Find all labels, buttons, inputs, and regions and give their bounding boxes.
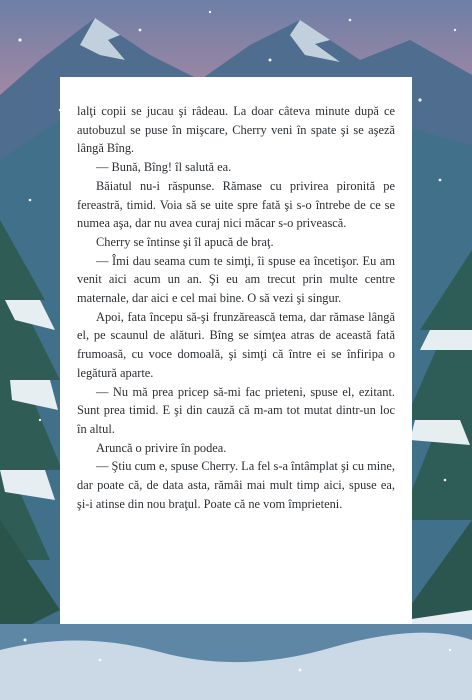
book-page bbox=[60, 77, 412, 624]
paragraph-8: Aruncă o privire în podea. bbox=[96, 440, 227, 455]
paragraph-9: — Ştiu cum e, spuse Cherry. La fel s-a întâmplat şi cu mine, dar poate că, de data asta, rămâi mai mult timp aici, spuse ea, şi-i atinse din nou braţul. Poate că ne vom împrieteni. bbox=[77, 459, 395, 511]
paragraph-3: Băiatul nu-i răspunse. Rămase cu privirea pironită pe fereastră, timid. Voia să se uite spre fată şi s-o întrebe de ce se numea aşa, dar nu avea curaj nici măcar s-o privească. bbox=[77, 178, 395, 231]
paragraph-5: — Îmi dau seama cum te simţi, îi spuse ea încetişor. Eu am venit aici acum un an. Şi eu am trecut prin multe centre maternale, dar aici e cel mai bine. O să vezi şi singur. bbox=[77, 253, 395, 306]
paragraph-1: lalţi copii se jucau şi râdeau. La doar câteva minute după ce autobuzul se puse în mişcare, Cherry veni în spate şi se aşeză lângă Bîng. bbox=[77, 104, 395, 156]
paragraph-6: Apoi, fata începu să-şi frunzărească tema, dar rămase lângă el, pe scaunul de alături. Bîng se simţea atras de această fată frumoasă, cu voce domoală, şi simţi că între ei se înfiripa o legătură aparte. bbox=[77, 309, 395, 380]
paragraph-2: — Bună, Bîng! îl salută ea. bbox=[96, 160, 232, 175]
paragraph-4: Cherry se întinse şi îl apucă de braţ. bbox=[96, 234, 274, 249]
paragraph-7: — Nu mă prea pricep să-mi fac prieteni, spuse el, ezitant. Sunt prea timid. E şi din cauză că m-am tot mutat dintr-un loc în altul. bbox=[77, 384, 395, 436]
